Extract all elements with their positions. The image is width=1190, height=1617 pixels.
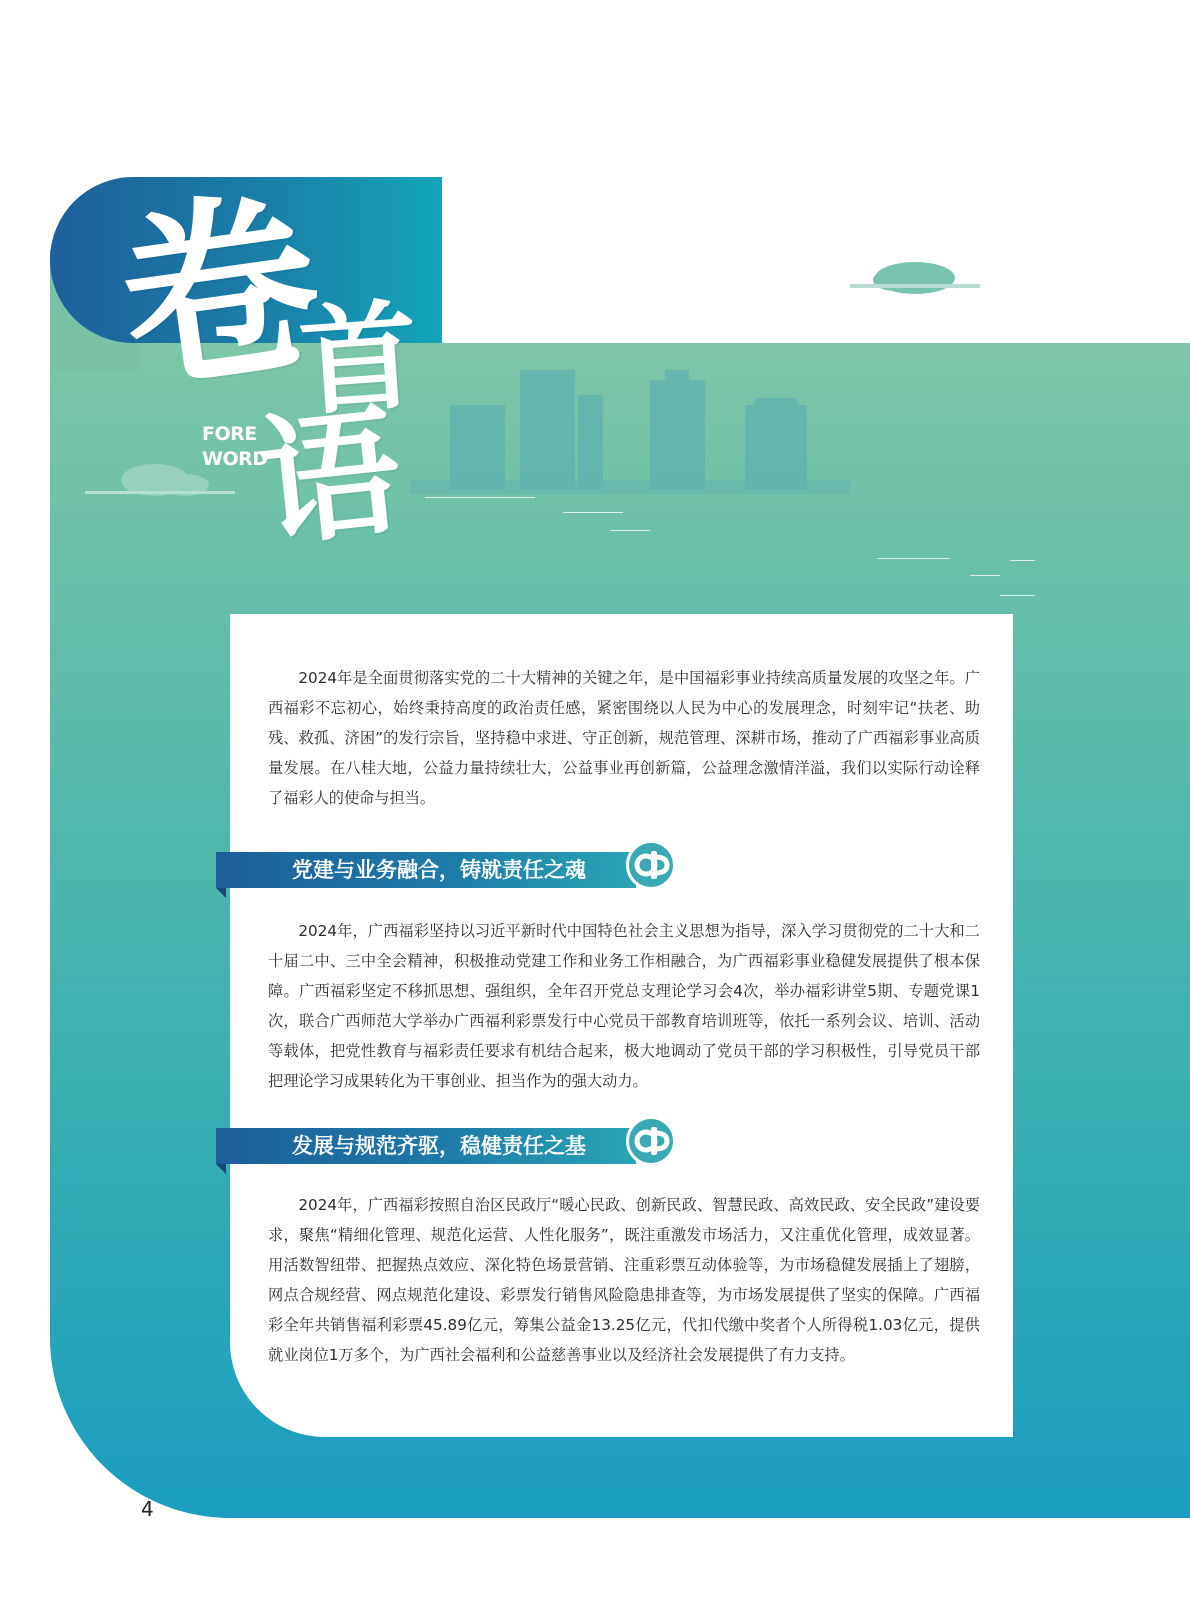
ribbon-fold — [216, 1164, 226, 1174]
foreword-subtitle — [202, 422, 268, 472]
decorative-line — [425, 497, 535, 498]
skyline-building — [745, 405, 807, 490]
skyline-building — [578, 395, 603, 490]
subtitle-line: WORD — [202, 448, 268, 470]
skyline-building — [650, 380, 705, 490]
cloud-icon — [850, 252, 980, 294]
decorative-line — [1000, 595, 1035, 596]
skyline-building — [520, 370, 575, 490]
section-heading: 党建与业务融合，铸就责任之魂 — [292, 858, 586, 882]
decorative-line — [610, 530, 650, 531]
title-char: 卷 — [106, 165, 334, 421]
skyline-illustration — [410, 370, 850, 600]
subtitle-line: FORE — [202, 423, 257, 445]
section-paragraph: 2024年，广西福彩按照自治区民政厅“暖心民政、创新民政、智慧民政、高效民政、安全民政”建设要求，聚焦“精细化管理、规范化运营、人性化服务”，既注重激发市场活力，又注重优化管理，成效显著。用活数智纽带、把握热点效应、深化特色场景营销、注重彩票互动体验等，为市场稳健发展插上了翅膀，网点合规经营、网点规范化建设、彩票发行销售风险隐患排查等，为市场发展提供了坚实的保障。广西福彩全年共销售福利彩票45.89亿元，筹集公益金13.25亿元，代扣代缴中奖者个人所得税1.03亿元，提供就业岗位1万多个，为广西社会福利和公益慈善事业以及经济社会发展提供了有力支持。 — [268, 1196, 980, 1364]
section-heading: 发展与规范齐驱，稳健责任之基 — [292, 1134, 586, 1158]
skyline-building — [450, 405, 505, 490]
title-char: 语 — [251, 389, 409, 567]
intro-paragraph: 2024年是全面贯彻落实党的二十大精神的关键之年，是中国福彩事业持续高质量发展的攻坚之年。广西福彩不忘初心，始终秉持高度的政治责任感，紧密围绕以人民为中心的发展理念，时刻牢记“扶老、助残、救孤、济困”的发行宗旨，坚持稳中求进、守正创新，规范管理、深耕市场，推动了广西福彩事业高质量发展。在八桂大地，公益力量持续壮大，公益事业再创新篇，公益理念激情洋溢，我们以实际行动诠释了福彩人的使命与担当。 — [268, 669, 980, 807]
china-welfare-lottery-logo-icon — [626, 1116, 676, 1166]
skyline-base — [410, 480, 850, 494]
ribbon-fold — [216, 888, 226, 898]
decorative-line — [877, 558, 950, 559]
decorative-line — [563, 512, 623, 513]
skyline-building — [665, 370, 689, 385]
page-number: 4 — [141, 1497, 154, 1521]
section-paragraph: 2024年，广西福彩坚持以习近平新时代中国特色社会主义思想为指导，深入学习贯彻党的二十大和二十届二中、三中全会精神，积极推动党建工作和业务工作相融合，为广西福彩事业稳健发展提供了根本保障。广西福彩坚定不移抓思想、强组织，全年召开党总支理论学习会4次，举办福彩讲堂5期、专题党课1次，联合广西师范大学举办广西福利彩票发行中心党员干部教育培训班等，依托一系列会议、培训、活动等载体，把党性教育与福彩责任要求有机结合起来，极大地调动了党员干部的学习积极性，引导党员干部把理论学习成果转化为干事创业、担当作为的强大动力。 — [268, 922, 980, 1090]
skyline-building — [755, 398, 797, 408]
decorative-line — [1010, 560, 1035, 561]
title-char: 首 — [295, 285, 423, 432]
china-welfare-lottery-logo-icon — [626, 840, 676, 890]
decorative-line — [970, 575, 1000, 576]
